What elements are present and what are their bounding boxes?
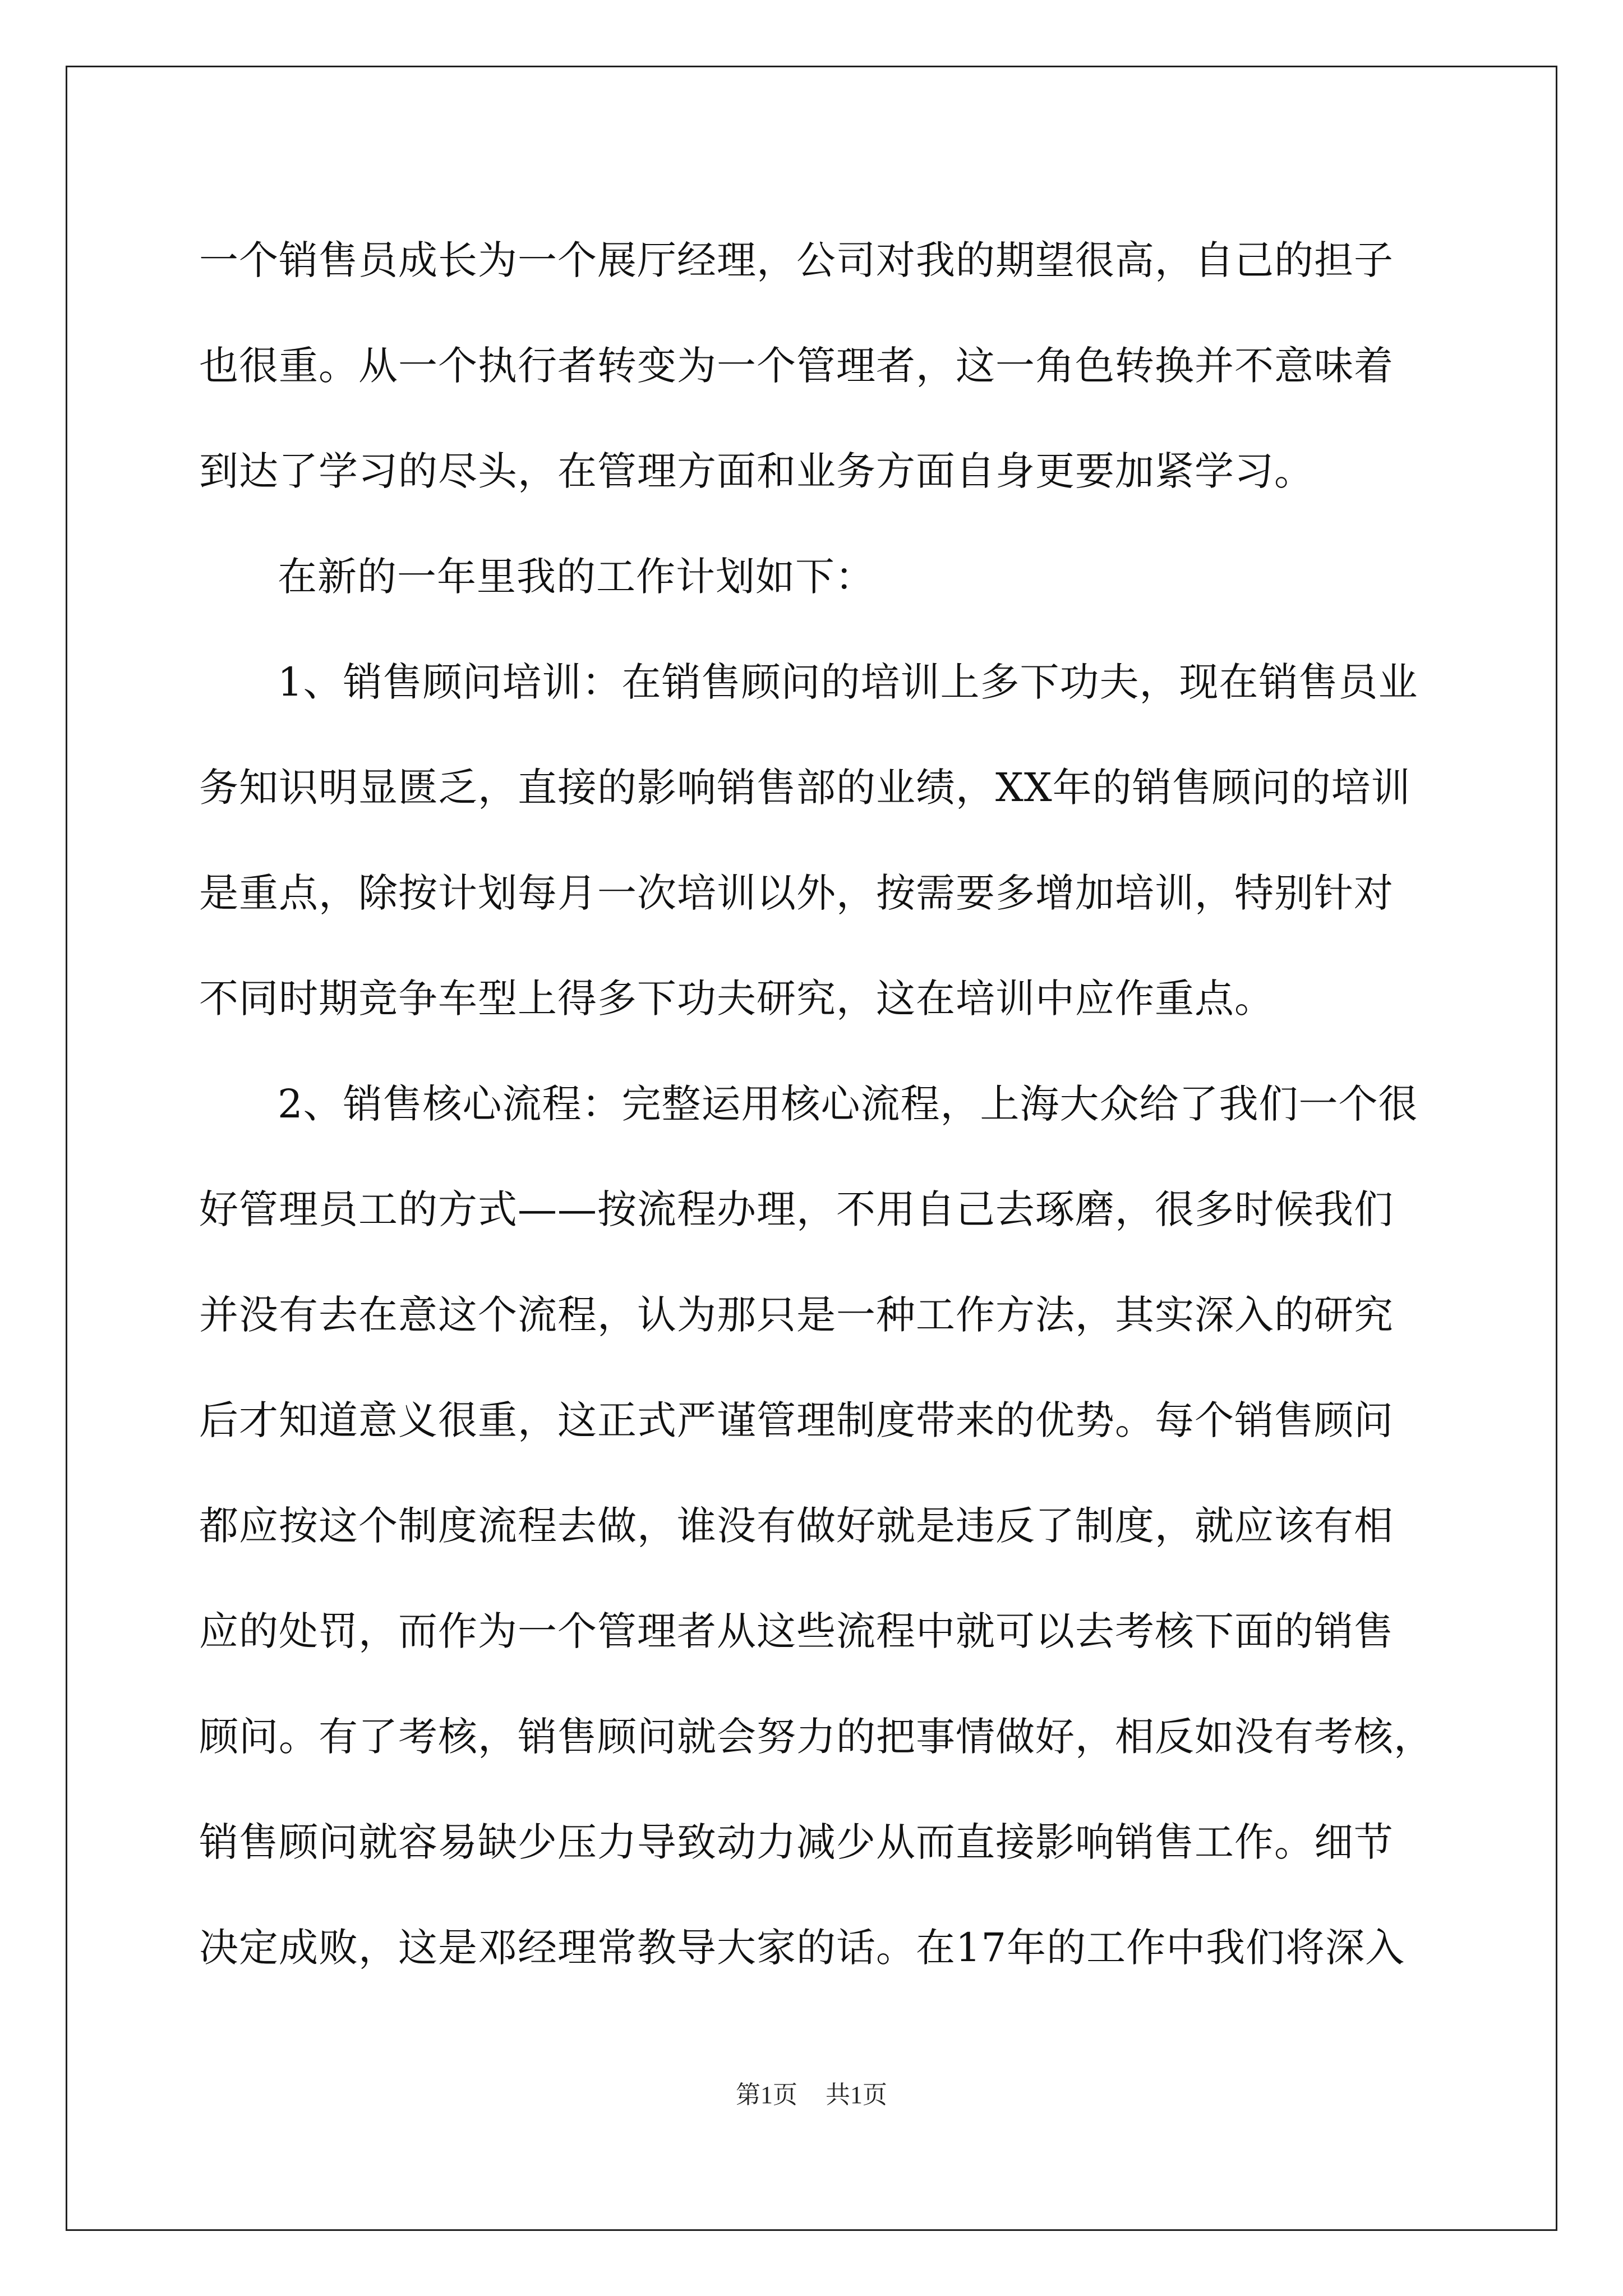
text-line: 都应按这个制度流程去做，谁没有做好就是违反了制度，就应该有相 — [199, 1503, 1394, 1549]
text-line: 顾问。有了考核，销售顾问就会努力的把事情做好，相反如没有考核， — [199, 1714, 1433, 1760]
text-line: 是重点，除按计划每月一次培训以外，按需要多增加培训，特别针对 — [199, 870, 1394, 916]
page-total: 共1页 — [826, 2081, 887, 2109]
list-item-1-start: 1、销售顾问培训：在销售顾问的培训上多下功夫，现在销售员业 — [278, 659, 1418, 705]
text-line: 决定成败，这是邓经理常教导大家的话。在17年的工作中我们将深入 — [199, 1925, 1405, 1971]
text-line: 后才知道意义很重，这正式严谨管理制度带来的优势。每个销售顾问 — [199, 1397, 1394, 1443]
page-footer — [0, 2078, 1623, 2112]
text-line: 到达了学习的尽头，在管理方面和业务方面自身更要加紧学习。 — [199, 448, 1314, 494]
text-line: 一个销售员成长为一个展厅经理，公司对我的期望很高，自己的担子 — [199, 237, 1394, 283]
page-number: 第1页 — [736, 2081, 797, 2109]
list-item-2-start: 2、销售核心流程：完整运用核心流程，上海大众给了我们一个很 — [278, 1081, 1418, 1127]
paragraph-heading: 在新的一年里我的工作计划如下： — [278, 554, 875, 600]
text-line: 销售顾问就容易缺少压力导致动力减少从而直接影响销售工作。细节 — [199, 1819, 1394, 1865]
text-line: 并没有去在意这个流程，认为那只是一种工作方法，其实深入的研究 — [199, 1292, 1394, 1338]
text-line: 应的处罚，而作为一个管理者从这些流程中就可以去考核下面的销售 — [199, 1608, 1394, 1654]
text-line: 不同时期竞争车型上得多下功夫研究，这在培训中应作重点。 — [199, 976, 1274, 1022]
text-line: 也很重。从一个执行者转变为一个管理者，这一角色转换并不意味着 — [199, 343, 1394, 389]
document-body — [199, 208, 1433, 2000]
text-line: 好管理员工的方式——按流程办理，不用自己去琢磨，很多时候我们 — [199, 1186, 1394, 1232]
text-line: 务知识明显匮乏，直接的影响销售部的业绩，XX年的销售顾问的培训 — [199, 765, 1411, 811]
